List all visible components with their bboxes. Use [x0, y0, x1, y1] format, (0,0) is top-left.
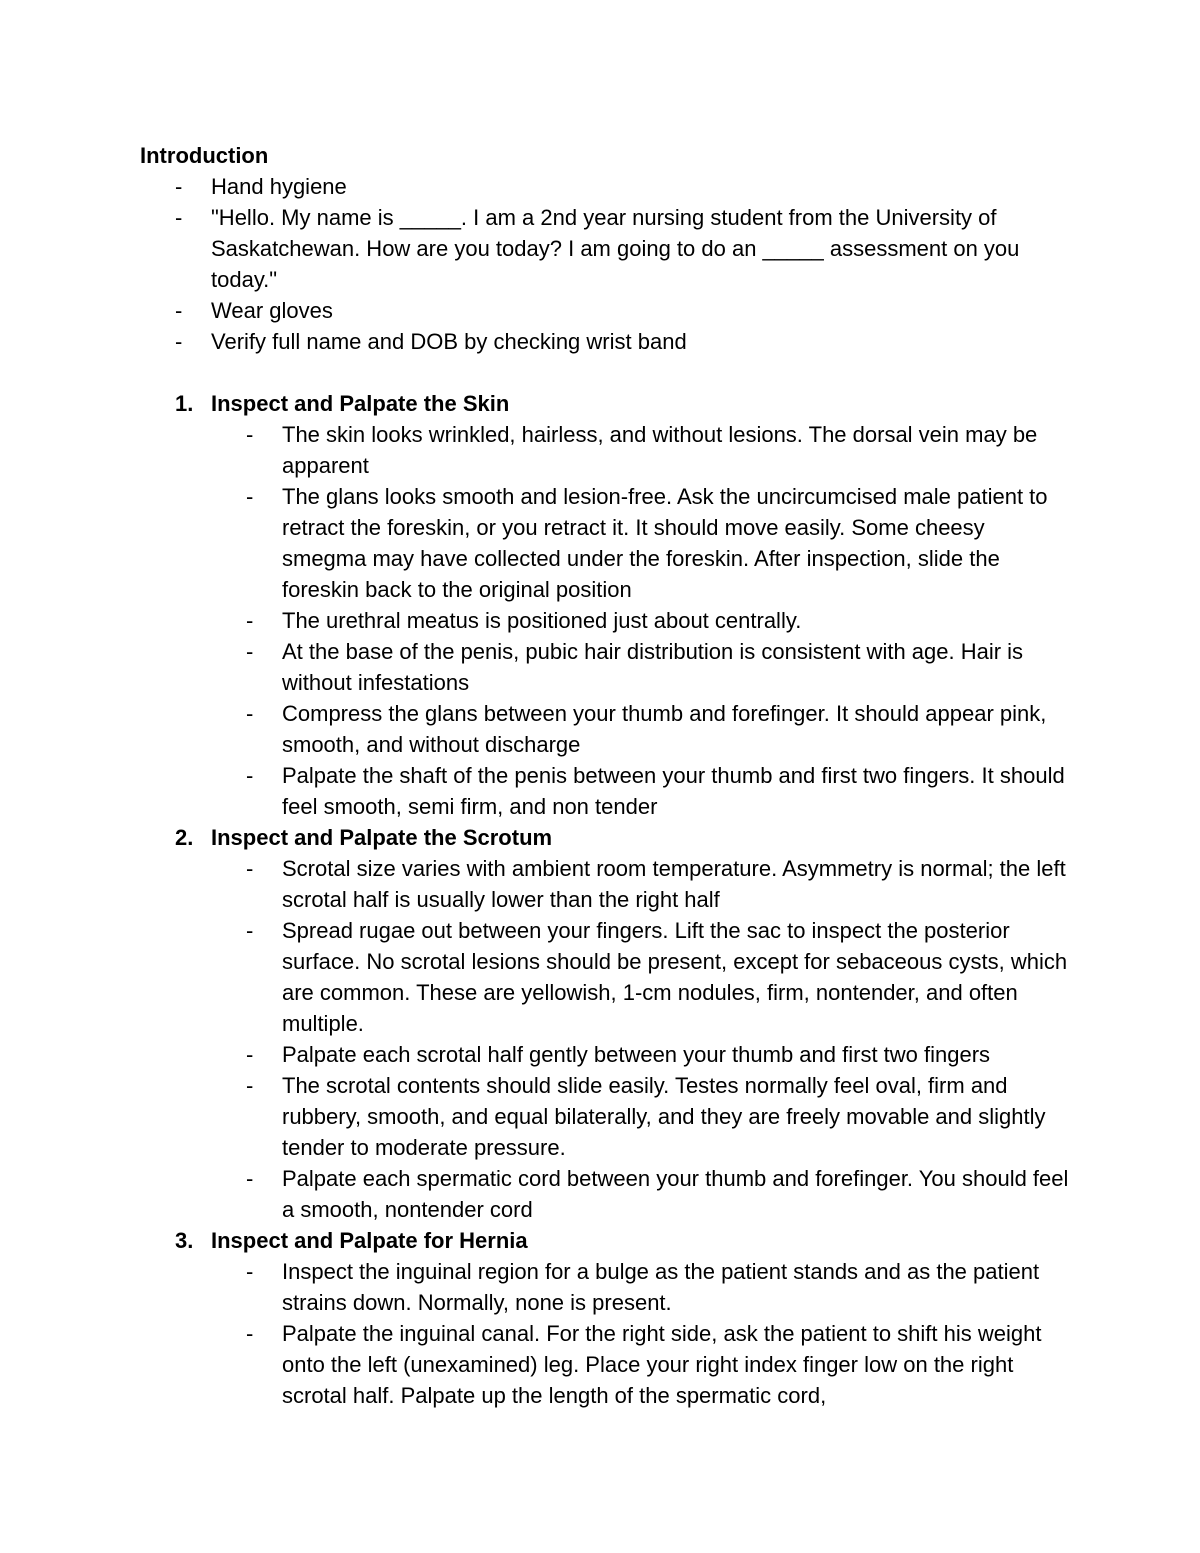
section-item: - At the base of the penis, pubic hair distribution is consistent with age. Hair is without infestations: [211, 636, 1070, 698]
sections-list: [140, 388, 1070, 1411]
section-item: - Spread rugae out between your fingers. Lift the sac to inspect the posterior surface. No scrotal lesions should be present, except for sebaceous cysts, which are common. These are yellowish, 1-cm nodules, firm, nontender, and often multiple.: [211, 915, 1070, 1039]
section-spacer: [140, 357, 1070, 388]
intro-item: - Wear gloves: [140, 295, 1070, 326]
intro-item: - Verify full name and DOB by checking wrist band: [140, 326, 1070, 357]
section-scrotum: [140, 822, 1070, 1225]
section-title: Inspect and Palpate for Hernia: [211, 1228, 528, 1253]
section-item: - Palpate each scrotal half gently between your thumb and first two fingers: [211, 1039, 1070, 1070]
section-item: - The glans looks smooth and lesion-free. Ask the uncircumcised male patient to retract the foreskin, or you retract it. It should move easily. Some cheesy smegma may have collected under the foreskin. After inspection, slide the foreskin back to the original position: [211, 481, 1070, 605]
section-item: - Compress the glans between your thumb and forefinger. It should appear pink, smooth, and without discharge: [211, 698, 1070, 760]
intro-heading: Introduction: [140, 143, 269, 168]
section-item: - The scrotal contents should slide easily. Testes normally feel oval, firm and rubbery, smooth, and equal bilaterally, and they are freely movable and slightly tender to moderate pressure.: [211, 1070, 1070, 1163]
intro-item: - "Hello. My name is _____. I am a 2nd year nursing student from the University of Saskatchewan. How are you today? I am going to do an _____ assessment on you today.": [140, 202, 1070, 295]
section-item: - Inspect the inguinal region for a bulge as the patient stands and as the patient strains down. Normally, none is present.: [211, 1256, 1070, 1318]
section-item: - Palpate the inguinal canal. For the right side, ask the patient to shift his weight onto the left (unexamined) leg. Place your right index finger low on the right scrotal half. Palpate up the length of the spermatic cord,: [211, 1318, 1070, 1411]
section-item: - The skin looks wrinkled, hairless, and without lesions. The dorsal vein may be apparent: [211, 419, 1070, 481]
section-number: 3.: [175, 1228, 194, 1253]
section-items: [211, 419, 1070, 822]
section-items: [211, 853, 1070, 1225]
intro-item: - Hand hygiene: [140, 171, 1070, 202]
section-title: Inspect and Palpate the Scrotum: [211, 825, 553, 850]
section-item: - The urethral meatus is positioned just about centrally.: [211, 605, 1070, 636]
section-item: - Scrotal size varies with ambient room temperature. Asymmetry is normal; the left scrotal half is usually lower than the right half: [211, 853, 1070, 915]
section-item: - Palpate the shaft of the penis between your thumb and first two fingers. It should feel smooth, semi firm, and non tender: [211, 760, 1070, 822]
section-title: Inspect and Palpate the Skin: [211, 391, 510, 416]
intro-list: [140, 171, 1070, 357]
section-item: - Palpate each spermatic cord between your thumb and forefinger. You should feel a smooth, nontender cord: [211, 1163, 1070, 1225]
document-body: [140, 140, 1070, 1411]
section-number: 1.: [175, 391, 194, 416]
section-number: 2.: [175, 825, 194, 850]
section-items: [211, 1256, 1070, 1411]
section-skin: [140, 388, 1070, 822]
section-hernia: [140, 1225, 1070, 1411]
